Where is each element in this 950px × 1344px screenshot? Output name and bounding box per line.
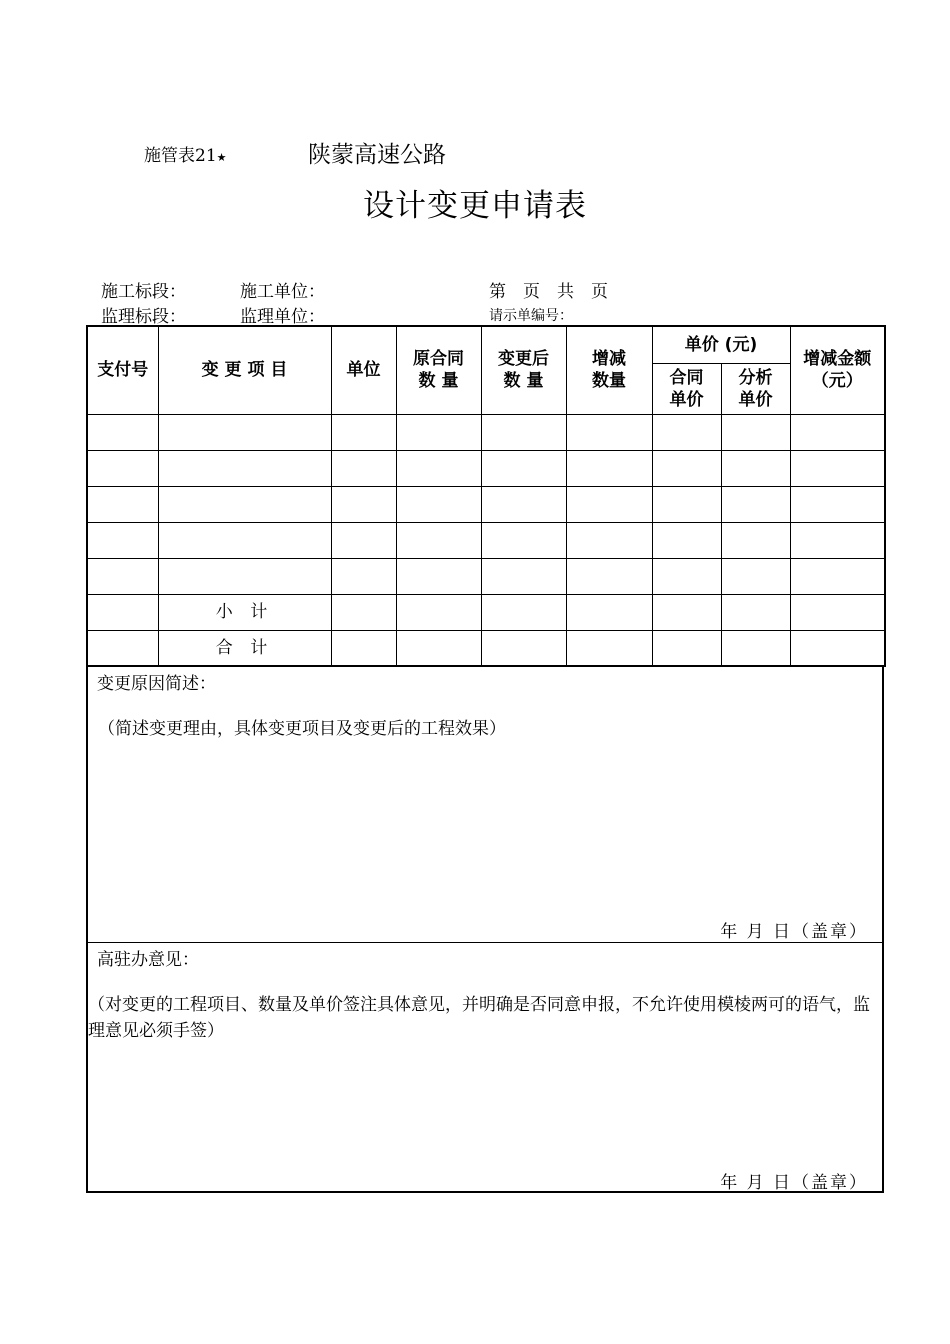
form-code: 施管表21★ [144,146,227,166]
header-contract-price: 合同 单价 [652,363,721,414]
table-row [87,450,885,486]
header-changed-qty: 变更后 数 量 [481,326,566,414]
table-row [87,558,885,594]
change-reason-label: 变更原因简述： [97,674,216,694]
office-opinion-label: 高驻办意见： [97,950,199,970]
header-delta-amount: 增减金额 （元） [790,326,885,414]
change-reason-hint: （简述变更理由，具体变更项目及变更后的工程效果） [98,719,506,739]
table-row [87,414,885,450]
office-opinion-section [86,942,884,1193]
header-unit-price: 单价 (元) [652,326,790,363]
change-reason-section [86,667,884,943]
header-analysis-price: 分析 单价 [721,363,790,414]
section-label: 施工标段： [101,282,186,302]
star-icon: ★ [216,151,227,164]
total-row [87,630,885,666]
project-name: 陕蒙高速公路 [308,142,446,168]
request-number-label: 请示单编号： [489,308,573,324]
total-label: 合 计 [158,630,331,666]
header-change-item: 变 更 项 目 [158,326,331,414]
page-count-label: 第 页 共 页 [489,282,608,302]
table-row [87,486,885,522]
office-opinion-date: 年 月 日（盖章） [720,1173,868,1193]
supervision-section-label: 监理标段： [101,307,186,327]
header-unit: 单位 [331,326,396,414]
office-opinion-hint: （对变更的工程项目、数量及单价签注具体意见，并明确是否同意申报，不允许使用模棱两可的语气，监理意见必须手签） [88,995,870,1041]
table-row [87,522,885,558]
change-items-table [86,325,886,667]
subtotal-row [87,594,885,630]
header-original-qty: 原合同 数 量 [396,326,481,414]
contractor-label: 施工单位： [240,282,325,302]
header-delta-qty: 增减 数量 [566,326,652,414]
header-payment-no: 支付号 [87,326,158,414]
page-title: 设计变更申请表 [363,188,587,224]
subtotal-label: 小 计 [158,594,331,630]
change-reason-date: 年 月 日（盖章） [720,922,868,942]
supervision-unit-label: 监理单位： [240,307,325,327]
